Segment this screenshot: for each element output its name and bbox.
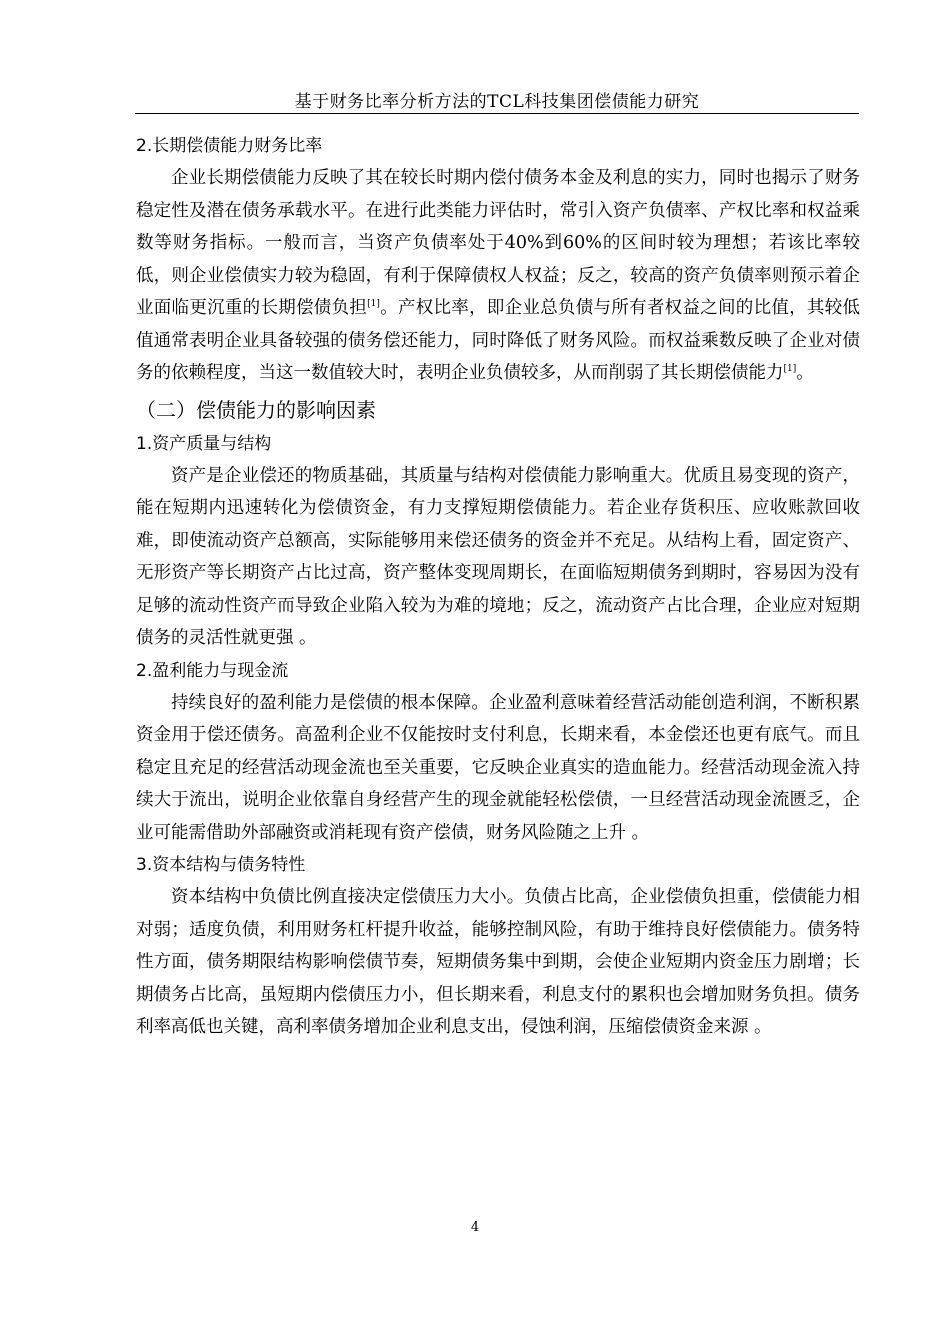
section-heading-asset-quality: 1.资产质量与结构: [136, 433, 272, 454]
paragraph-capital-structure: 资本结构中负债比例直接决定偿债压力大小。负债占比高，企业偿债负担重，偿债能力相对弱；适度负债，利用财务杠杆提升收益，能够控制风险，有助于维持良好偿债能力。债务特性方面，债务期限结构影响偿债节奏，短期债务集中到期，会使企业短期内资金压力剧增；长期债务占比高，虽短期内偿债压力小，但长期来看，利息支付的累积也会增加财务负担。债务利率高低也关键，高利率债务增加企业利息支出，侵蚀利润，压缩偿债资金来源 。: [136, 887, 860, 1037]
paragraph-profitability: 持续良好的盈利能力是偿债的根本保障。企业盈利意味着经营活动能创造利润，不断积累资金用于偿还债务。高盈利企业不仅能按时支付利息，长期来看，本金偿还也更有底气。而且稳定且充足的经营活动现金流也至关重要，它反映企业真实的造血能力。经营活动现金流入持续大于流出，说明企业依靠自身经营产生的现金就能轻松偿债，一旦经营活动现金流匮乏，企业可能需借助外部融资或消耗现有资产偿债，财务风险随之上升 。: [136, 692, 860, 843]
section-heading-profitability: 2.盈利能力与现金流: [136, 660, 289, 681]
header-rule: [135, 113, 859, 114]
running-header: 基于财务比率分析方法的TCL科技集团偿债能力研究: [294, 92, 700, 112]
citation-marker: [1]: [367, 299, 380, 310]
section-heading-long-term-ratios: 2.长期偿债能力财务比率: [136, 136, 323, 156]
paragraph-text: 。产权比率，即企业总负债与所有者权益之间的比值，其较低值通常表明企业具备较强的债务偿还能力，同时降低了财务风险。而权益乘数反映了企业对债务的依赖程度，当这一数值较大时，表明企业负债较多，从而削弱了其长期偿债能力: [136, 298, 860, 383]
paragraph-asset-quality: 资产是企业偿还的物质基础，其质量与结构对偿债能力影响重大。优质且易变现的资产，能在短期内迅速转化为偿债资金，有力支撑短期偿债能力。若企业存货积压、应收账款回收难，即使流动资产总额高，实际能够用来偿还债务的资金并不充足。从结构上看，固定资产、无形资产等长期资产占比过高，资产整体变现周期长，在面临短期债务到期时，容易因为没有足够的流动性资产而导致企业陷入较为为难的境地；反之，流动资产占比合理，企业应对短期债务的灵活性就更强 。: [136, 465, 860, 648]
page-number: 4: [470, 1220, 480, 1235]
paragraph-text: 企业长期偿债能力反映了其在较长时期内偿付债务本金及利息的实力，同时也揭示了财务稳定性及潜在债务承载水平。在进行此类能力评估时，常引入资产负债率、产权比率和权益乘数等财务指标。一般而言，当资产负债率处于40%到60%的区间时较为理想；若该比率较低，则企业偿债实力较为稳固，有利于保障债权人权益；反之，较高的资产负债率则预示着企业面临更沉重的长期偿债负担: [136, 168, 860, 318]
section-heading-influencing-factors: （二）偿债能力的影响因素: [136, 397, 376, 422]
page-body: [136, 130, 860, 1044]
paragraph-long-term-ratios: [136, 162, 860, 390]
citation-marker: [1]: [783, 364, 797, 375]
paragraph-text: 。: [796, 363, 814, 383]
section-heading-capital-structure: 3.资本结构与债务特性: [136, 855, 306, 875]
